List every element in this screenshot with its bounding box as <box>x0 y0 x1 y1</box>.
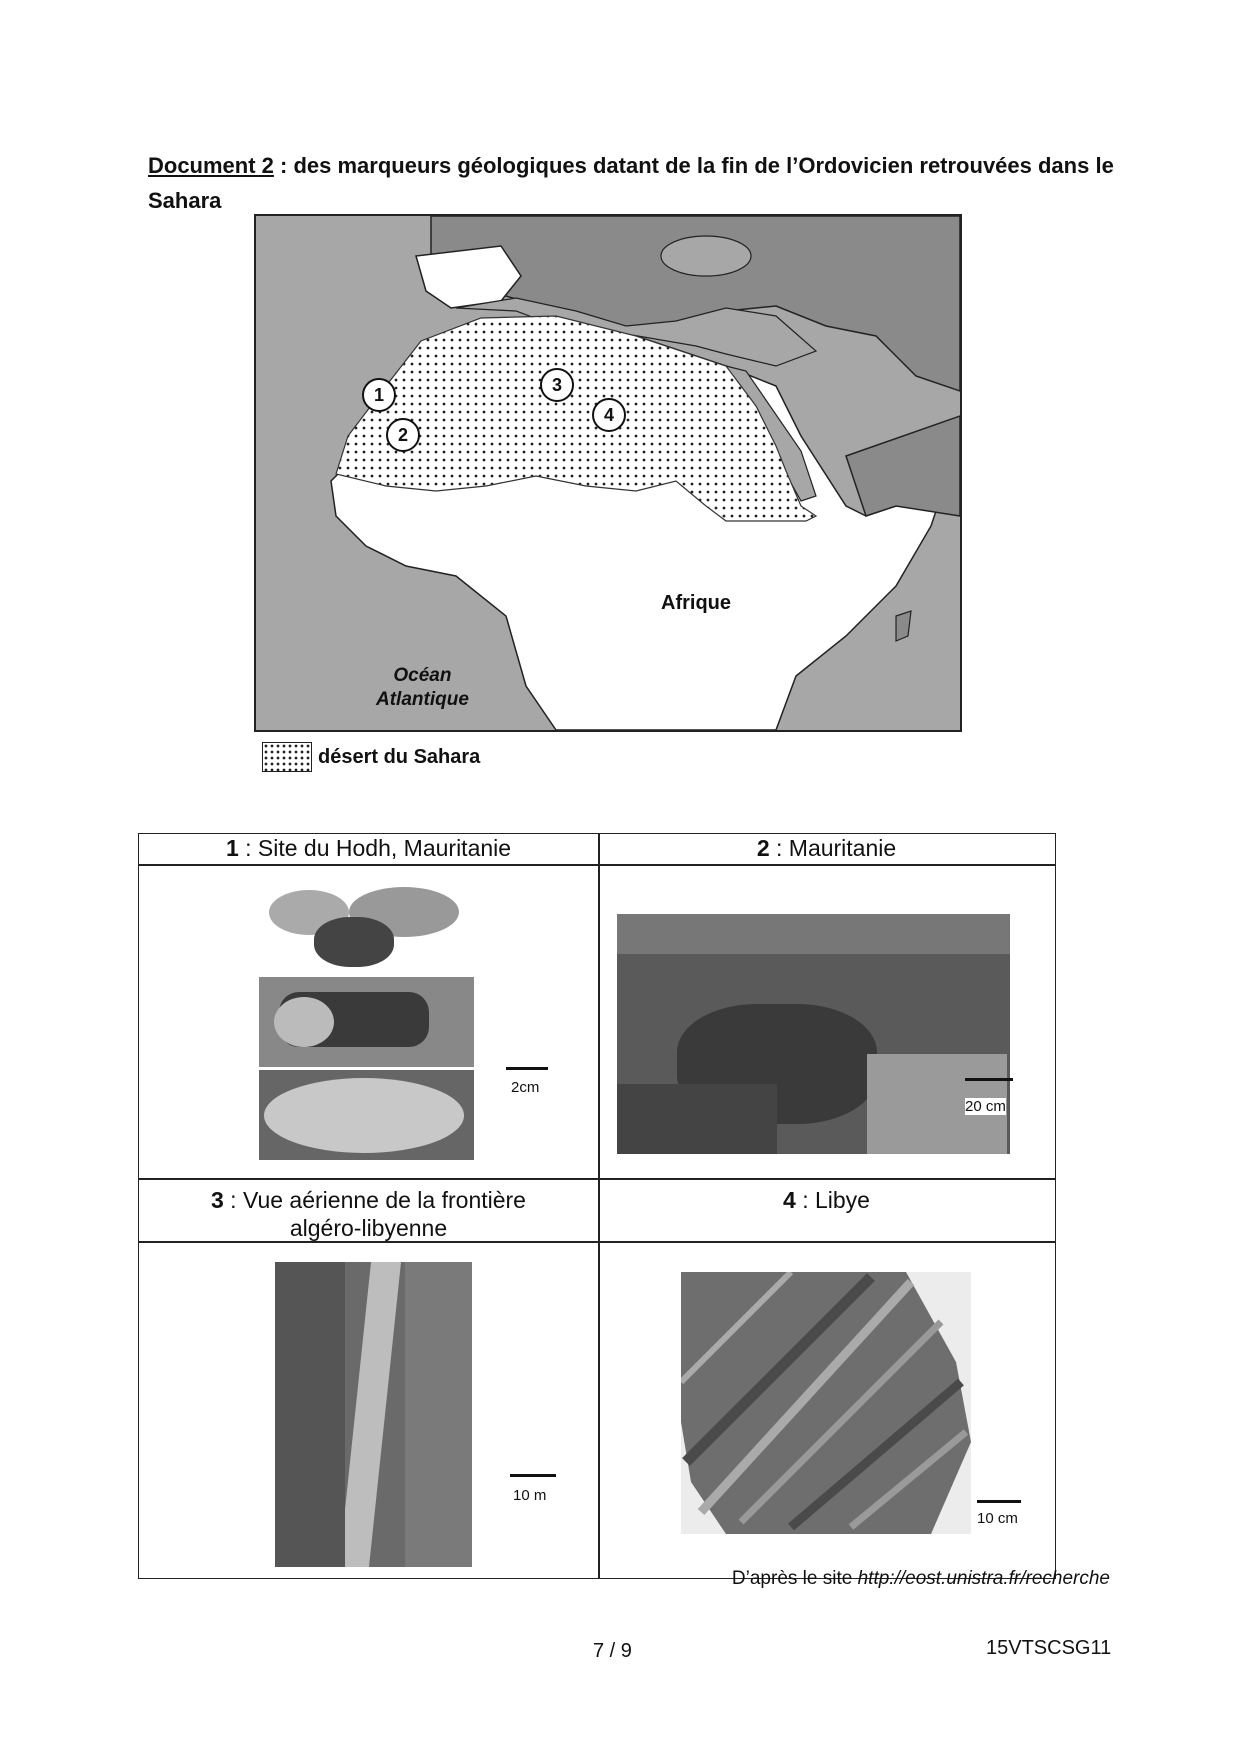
cell-1-scale-label: 2cm <box>511 1079 540 1096</box>
cell-1-photo <box>259 882 474 1160</box>
sahara-legend-swatch <box>262 742 312 772</box>
document-heading <box>148 148 1128 218</box>
photo-table <box>138 833 1056 1579</box>
cell-3-scale-bar <box>510 1474 556 1477</box>
africa-label: Afrique <box>661 592 731 614</box>
document-code: 15VTSCSG11 <box>986 1637 1112 1659</box>
document-title: : des marqueurs géologiques datant de la fin de l’Ordovicien retrouvées dans le Sahara <box>148 153 1114 213</box>
table-divider-middle <box>139 1178 1055 1180</box>
ocean-label: Océan Atlantique <box>376 665 469 710</box>
cell-1-caption: 1 : Site du Hodh, Mauritanie <box>225 835 512 861</box>
source-url: http://eost.unistra.fr/recherche <box>857 1568 1110 1589</box>
cell-2-scale-label: 20 cm <box>965 1098 1006 1115</box>
cell-2-photo <box>617 914 1010 1154</box>
map-legend <box>262 742 480 772</box>
legend-label: désert du Sahara <box>318 745 481 768</box>
cell-3-caption: 3 : Vue aérienne de la frontière algéro-libyenne <box>211 1187 526 1241</box>
cell-1-scale-bar <box>506 1067 548 1070</box>
cell-2-scale-bar <box>965 1078 1013 1081</box>
marker-4: 4 <box>592 398 626 432</box>
cell-4-scale-label: 10 cm <box>977 1510 1018 1527</box>
sahara-map <box>254 214 962 732</box>
map-svg <box>256 216 960 730</box>
cell-4-scale-bar <box>977 1500 1021 1503</box>
source-credit: D’après le site http://eost.unistra.fr/recherche <box>731 1568 1110 1589</box>
marker-3: 3 <box>540 368 574 402</box>
marker-1: 1 <box>362 378 396 412</box>
black-sea <box>661 236 751 276</box>
cell-3-photo <box>275 1262 472 1567</box>
cell-2-caption: 2 : Mauritanie <box>756 835 897 861</box>
cell-3-scale-label: 10 m <box>513 1487 547 1504</box>
table-divider-header1 <box>139 864 1055 866</box>
document-label: Document 2 <box>148 153 274 178</box>
cell-4-caption: 4 : Libye <box>783 1187 870 1213</box>
marker-2: 2 <box>386 418 420 452</box>
cell-4-photo-svg <box>681 1272 971 1534</box>
cell-4-photo <box>681 1272 971 1534</box>
page-number: 7 / 9 <box>593 1640 632 1662</box>
